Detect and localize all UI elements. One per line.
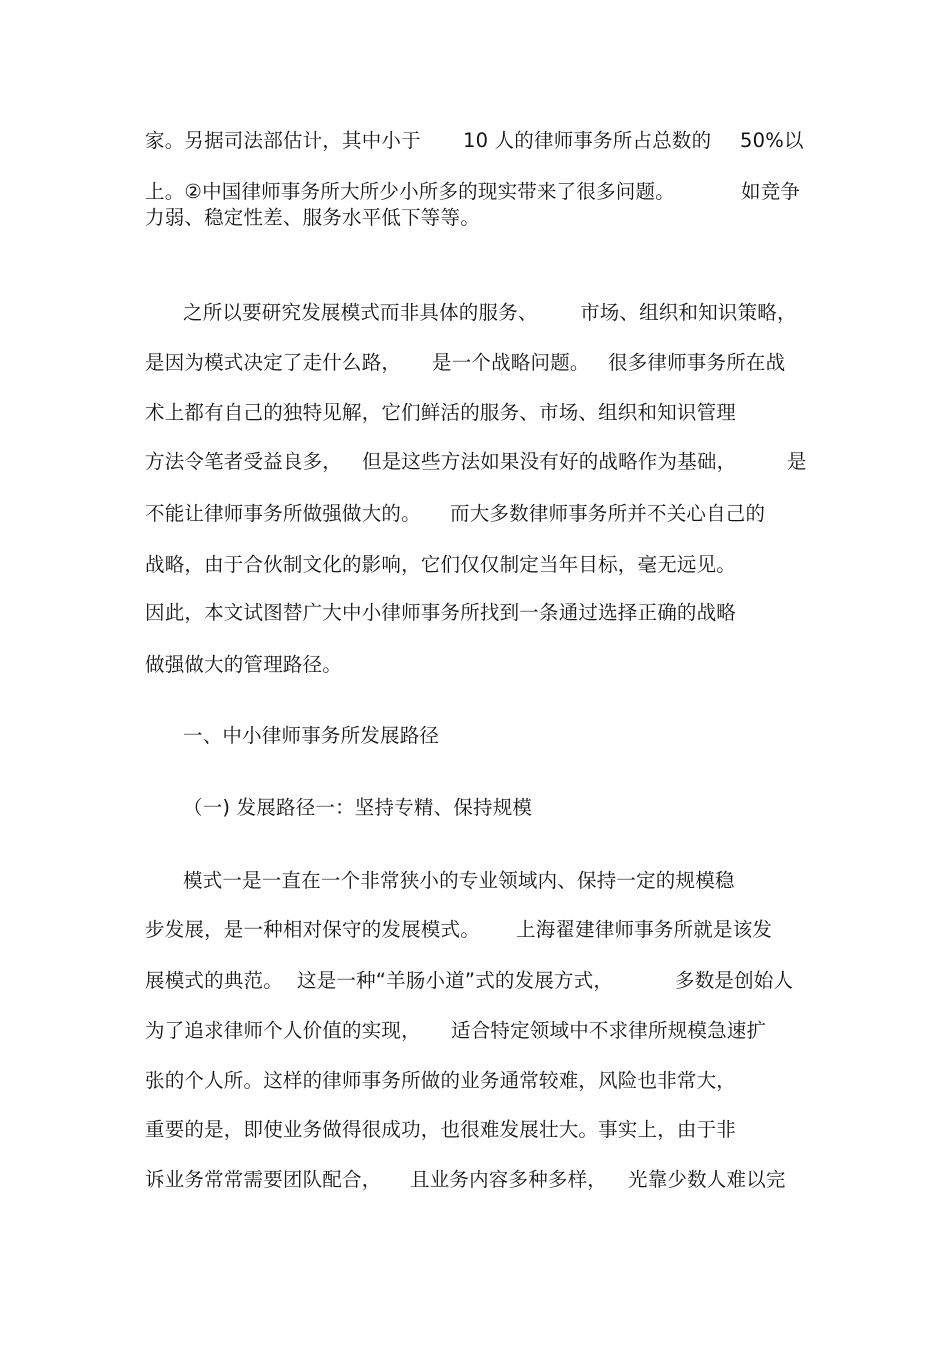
text-line [0, 913, 950, 947]
text-line [0, 648, 950, 682]
text-segment: 市场、组织和知识策略， [580, 301, 797, 324]
text-line [0, 396, 950, 430]
text-line [0, 201, 950, 235]
text-segment: 方法令笔者受益良多， [145, 450, 343, 473]
text-segment: 为了追求律师个人价值的实现， [145, 1019, 421, 1042]
text-segment: 光靠少数人难以完 [628, 1168, 786, 1191]
text-segment: 因此，本文试图替广大中小律师事务所找到一条通过选择正确的战略 [145, 601, 737, 624]
text-segment: 适合特定领域中不求律所规模急速扩 [451, 1019, 767, 1042]
subsection-heading [0, 791, 950, 825]
text-segment: 如竞争 [741, 180, 801, 203]
text-line [0, 497, 950, 531]
text-line [0, 964, 950, 998]
text-segment: 家。另据司法部估计，其中小于 [145, 129, 421, 152]
text-segment: 是因为模式决定了走什么路， [145, 351, 402, 374]
text-segment: 上。②中国律师事务所大所少小所多的现实带来了很多问题。 [145, 180, 675, 203]
text-line [0, 445, 950, 479]
text-segment: 不能让律师事务所做强做大的。 [145, 502, 421, 525]
text-segment: 展模式的典范。 [145, 969, 283, 992]
text-segment: 张的个人所。这样的律师事务所做的业务通常较难，风险也非常大， [145, 1069, 737, 1092]
text-segment: 诉业务常常需要团队配合， [145, 1168, 382, 1191]
text-segment: 步发展，是一种相对保守的发展模式。 [145, 918, 480, 941]
text-segment: 力弱、稳定性差、服务水平低下等等。 [145, 206, 480, 229]
text-line [0, 346, 950, 380]
text-segment: 重要的是，即使业务做得很成功，也很难发展壮大。事实上，由于非 [145, 1118, 737, 1141]
text-segment: 做强做大的管理路径。 [145, 653, 343, 676]
text-segment: 很多律师事务所在战 [608, 351, 786, 374]
text-segment: 且业务内容多种多样， [410, 1168, 608, 1191]
text-line [0, 864, 950, 898]
text-line [0, 296, 950, 330]
section-heading [0, 719, 950, 753]
text-line [0, 124, 950, 158]
text-segment: 但是这些方法如果没有好的战略作为基础， [362, 450, 737, 473]
text-segment: 而大多数律师事务所并不关心自己的 [450, 502, 766, 525]
text-segment: 术上都有自己的独特见解，它们鲜活的服务、市场、组织和知识管理 [145, 401, 737, 424]
heading-text: 一、中小律师事务所发展路径 [183, 724, 440, 747]
text-segment: 这是一种“羊肠小道”式的发展方式， [297, 969, 614, 992]
text-line [0, 1163, 950, 1197]
text-segment: 50%以 [740, 129, 804, 152]
heading-text: （一) 发展路径一：坚持专精、保持规模 [183, 796, 533, 819]
text-segment: 10 人的律师事务所占总数的 [463, 129, 712, 152]
text-segment: 模式一是一直在一个非常狭小的专业领域内、保持一定的规模稳 [183, 869, 735, 892]
text-line [0, 1113, 950, 1147]
text-segment: 是 [787, 450, 807, 473]
text-segment: 战略，由于合伙制文化的影响，它们仅仅制定当年目标，毫无远见。 [145, 553, 737, 576]
text-line [0, 1064, 950, 1098]
text-segment: 之所以要研究发展模式而非具体的服务、 [183, 301, 538, 324]
text-segment: 上海翟建律师事务所就是该发 [516, 918, 773, 941]
text-line [0, 548, 950, 582]
text-segment: 多数是创始人 [675, 969, 794, 992]
text-segment: 是一个战略问题。 [432, 351, 590, 374]
text-line [0, 1014, 950, 1048]
text-line [0, 596, 950, 630]
